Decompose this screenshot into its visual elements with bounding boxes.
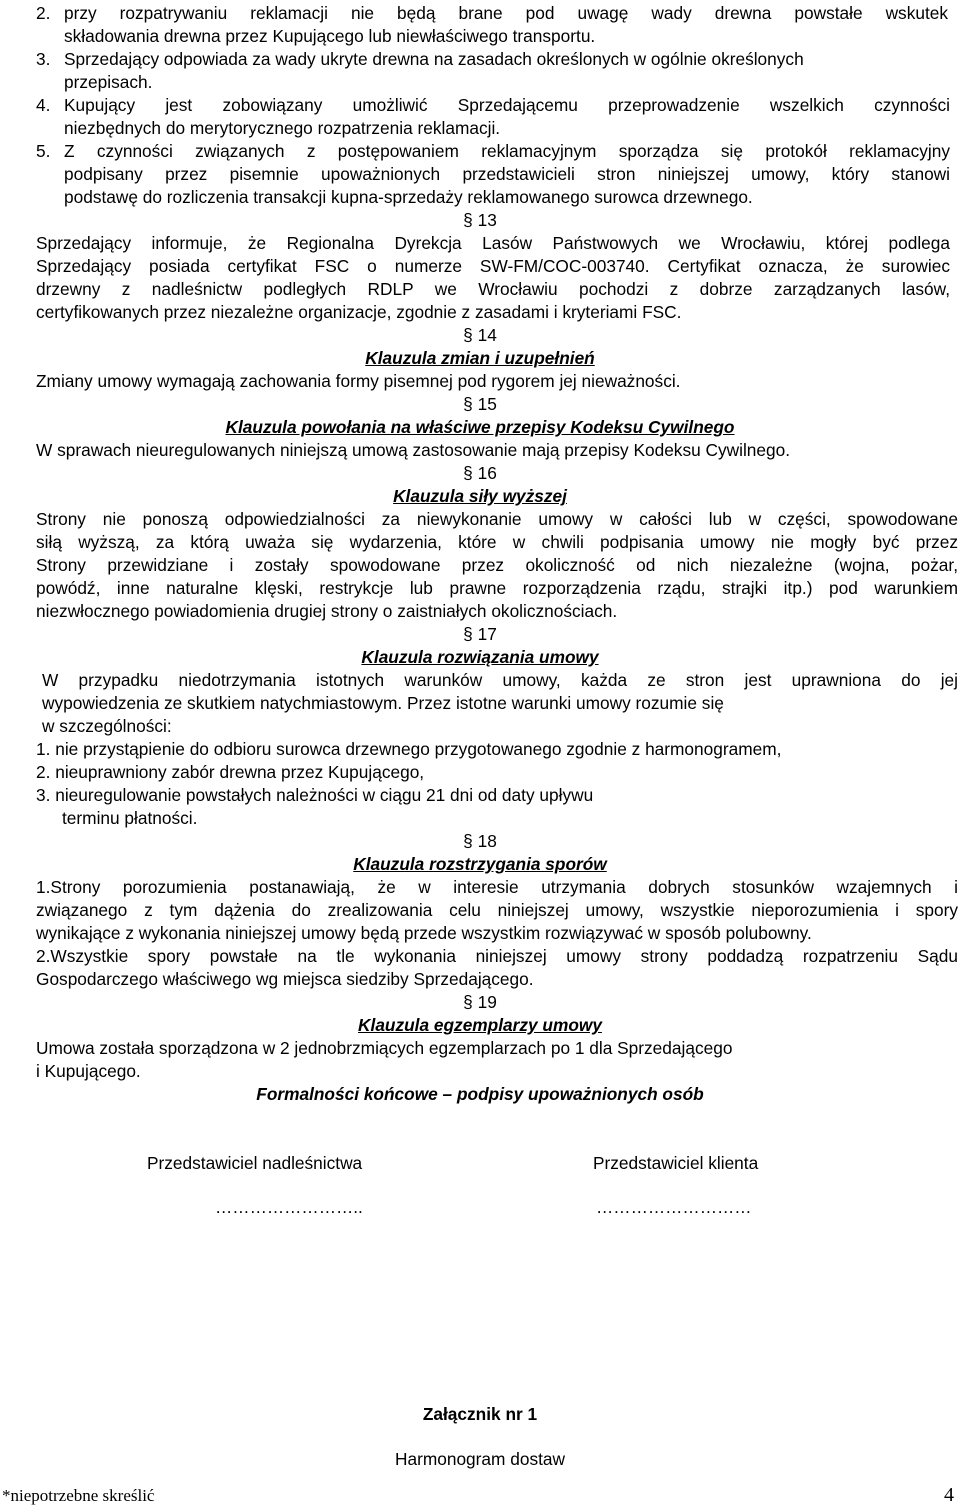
section-number: § 19 [463,992,497,1012]
section-number: § 17 [463,624,497,644]
list-item: 1. nie przystąpienie do odbioru surowca drzewnego przygotowanego zgodnie z harmonogramem, [36,739,782,759]
paragraph-line: niezwłocznego powiadomienia drugiej strony o zaistniałych okolicznościach. [36,601,618,621]
section-title: Klauzula zmian i uzupełnień [365,348,595,368]
paragraph-line: Sprzedający informuje, że Regionalna Dyrekcja Lasów Państwowych we Wrocławiu, której podlega [36,233,950,253]
list-item-line: Kupujący jest zobowiązany umożliwić Sprzedającemu przeprowadzenie wszelkich czynności [64,95,950,115]
paragraph-line: powódź, inne naturalne klęski, restrykcje lub prawne rozporządzenia rządu, strajki itp.) pod warunkiem [36,578,958,598]
paragraph-line: związanego z tym dążenia do zrealizowania celu niniejszej umowy, wszystkie nieporozumienia i spory [36,900,958,920]
signature-line-right: ……………………… [596,1197,752,1217]
section-title: Klauzula powołania na właściwe przepisy Kodeksu Cywilnego [225,417,735,437]
paragraph-line: 1.Strony porozumienia postanawiają, że w interesie utrzymania dobrych stosunków wzajemnych i [36,877,958,897]
list-item-line: Z czynności związanych z postępowaniem reklamacyjnym sporządza się protokół reklamacyjny [64,141,950,161]
paragraph-line: siłą wyższą, za którą uważa się wydarzenia, które w chwili podpisania umowy nie mogły być przez [36,532,958,552]
section-number: § 15 [463,394,497,414]
section-title: Klauzula egzemplarzy umowy [358,1015,602,1035]
list-number: 4. [36,95,51,115]
list-number: 2. [36,3,51,23]
section-number: § 13 [463,210,497,230]
list-item: 2. nieuprawniony zabór drewna przez Kupującego, [36,762,425,782]
paragraph-line: W sprawach nieuregulowanych niniejszą umową zastosowanie mają przepisy Kodeksu Cywilnego. [36,440,791,460]
section-title: Klauzula siły wyższej [393,486,567,506]
list-number: 3. [36,49,51,69]
list-item-line: przepisach. [64,72,153,92]
paragraph-line: W przypadku niedotrzymania istotnych warunków umowy, każda ze stron jest uprawniona do jej [42,670,958,690]
signature-line-left: …………………….. [215,1197,363,1217]
list-item: 3. nieuregulowanie powstałych należności w ciągu 21 dni od daty upływu [36,785,594,805]
paragraph-line: Strony przewidziane i zostały spowodowane przez okoliczność od nich niezależne (wojna, pożar, [36,555,958,575]
paragraph-line: wypowiedzenia ze skutkiem natychmiastowym. Przez istotne warunki umowy rozumie się [42,693,724,713]
page-number: 4 [944,1484,954,1506]
paragraph-line: i Kupującego. [36,1061,141,1081]
paragraph-line: w szczególności: [42,716,172,736]
signature-label-left: Przedstawiciel nadleśnictwa [147,1153,363,1173]
paragraph-line: certyfikowanych przez niezależne organizacje, zgodnie z zasadami i kryteriami FSC. [36,302,682,322]
list-item-line: niezbędnych do merytorycznego rozpatrzenia reklamacji. [64,118,501,138]
list-item-line: składowania drewna przez Kupującego lub niewłaściwego transportu. [64,26,596,46]
list-item-line: podstawę do rozliczenia transakcji kupna-sprzedaży reklamowanego surowca drzewnego. [64,187,753,207]
paragraph-line: Umowa została sporządzona w 2 jednobrzmiących egzemplarzach po 1 dla Sprzedającego [36,1038,733,1058]
paragraph-line: Zmiany umowy wymagają zachowania formy pisemnej pod rygorem jej nieważności. [36,371,681,391]
attachment-title: Załącznik nr 1 [422,1404,538,1424]
paragraph-line: drzewny z nadleśnictw podległych RDLP we Wrocławiu pochodzi z dobrze zarządzanych lasów, [36,279,950,299]
section-title: Klauzula rozstrzygania sporów [353,854,607,874]
paragraph-line: wynikające z wykonania niniejszej umowy będą przede wszystkim rozwiązywać w sposób polubowny. [36,923,812,943]
footer-note: *niepotrzebne skreślić [2,1486,155,1505]
paragraph-line: Gospodarczego właściwego wg miejsca siedziby Sprzedającego. [36,969,534,989]
paragraph-line: Sprzedający posiada certyfikat FSC o numerze SW-FM/COC-003740. Certyfikat oznacza, że surowiec [36,256,950,276]
list-item: terminu płatności. [62,808,198,828]
section-number: § 16 [463,463,497,483]
list-item-line: Sprzedający odpowiada za wady ukryte drewna na zasadach określonych w ogólnie określonych [64,49,804,69]
signature-label-right: Przedstawiciel klienta [593,1153,759,1173]
list-item-line: podpisany przez pisemnie upoważnionych przedstawicieli stron niniejszej umowy, który stanowi [64,164,950,184]
attachment-subtitle: Harmonogram dostaw [394,1449,565,1469]
paragraph-line: 2.Wszystkie spory powstałe na tle wykonania niniejszej umowy strony poddadzą rozpatrzeniu Sądu [36,946,958,966]
section-title: Klauzula rozwiązania umowy [361,647,599,667]
list-item-line: przy rozpatrywaniu reklamacji nie będą brane pod uwagę wady drewna powstałe wskutek [64,3,948,23]
list-number: 5. [36,141,51,161]
section-number: § 18 [463,831,497,851]
final-heading: Formalności końcowe – podpisy upoważnionych osób [256,1084,704,1104]
section-number: § 14 [463,325,497,345]
paragraph-line: Strony nie ponoszą odpowiedzialności za niewykonanie umowy w całości lub w części, spowodowane [36,509,958,529]
